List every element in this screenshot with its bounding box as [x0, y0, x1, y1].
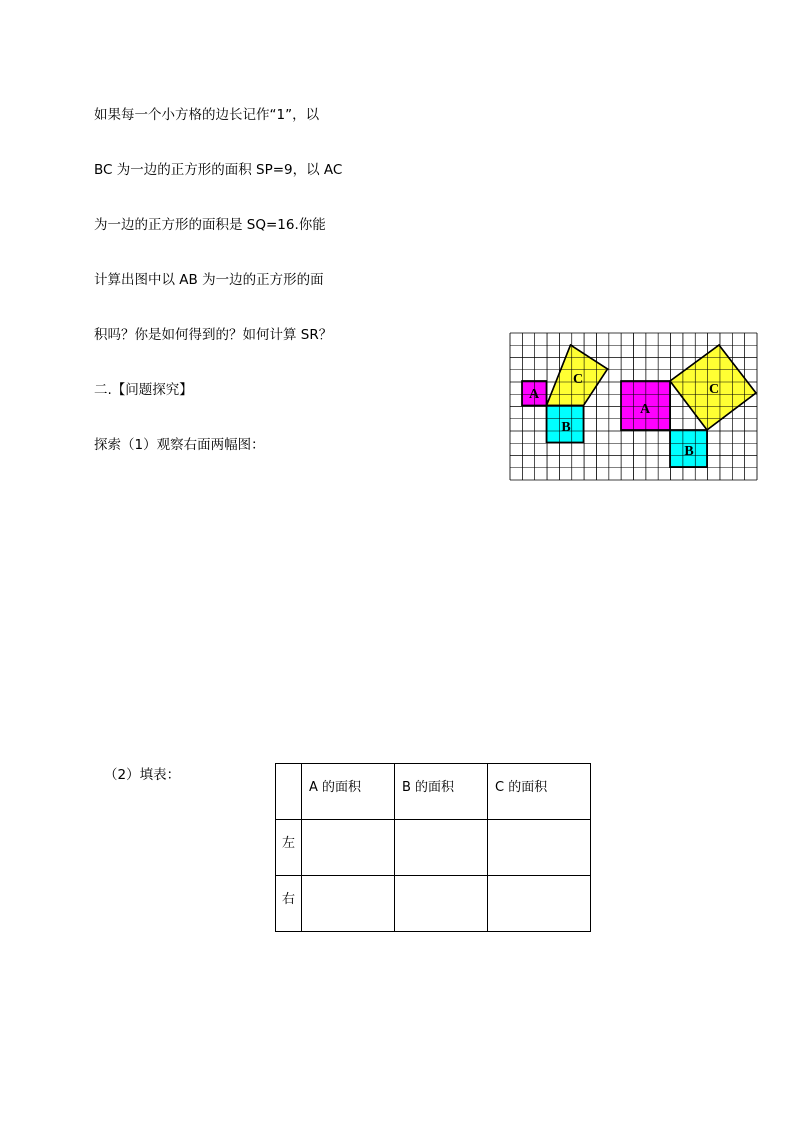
cell-left-b[interactable]	[395, 820, 488, 876]
cell-left-a[interactable]	[302, 820, 395, 876]
grid-figure	[509, 332, 759, 482]
left-label-b: B	[561, 420, 571, 435]
header-b-area: B 的面积	[395, 764, 488, 820]
section-heading: 二.【问题探究】	[94, 382, 193, 398]
cell-right-b[interactable]	[395, 876, 488, 932]
right-label-b: B	[684, 444, 694, 459]
header-a-area: A 的面积	[302, 764, 395, 820]
cell-left-c[interactable]	[488, 820, 591, 876]
fill-table-label: （2）填表：	[104, 767, 181, 783]
paragraph-line-1: 如果每一个小方格的边长记作“1”，以	[94, 107, 320, 123]
corner-cell	[276, 764, 302, 820]
explore-text: 探索（1）观察右面两幅图：	[94, 437, 265, 453]
right-label-c: C	[708, 382, 720, 397]
table-row	[276, 764, 591, 820]
table-row	[276, 820, 591, 876]
paragraph-line-3: 为一边的正方形的面积是 SQ=16.你能	[94, 217, 326, 233]
left-label-a: A	[528, 387, 540, 402]
table-row	[276, 876, 591, 932]
paragraph-line-5: 积吗？你是如何得到的？如何计算 SR？	[94, 327, 333, 343]
left-label-c: C	[572, 372, 584, 387]
area-table	[275, 763, 591, 932]
right-label-a: A	[639, 402, 651, 417]
cell-right-a[interactable]	[302, 876, 395, 932]
row-header-right: 右	[276, 876, 302, 932]
paragraph-line-2: BC 为一边的正方形的面积 SP=9，以 AC	[94, 162, 343, 178]
cell-right-c[interactable]	[488, 876, 591, 932]
row-header-left: 左	[276, 820, 302, 876]
paragraph-line-4: 计算出图中以 AB 为一边的正方形的面	[94, 272, 324, 288]
header-c-area: C 的面积	[488, 764, 591, 820]
